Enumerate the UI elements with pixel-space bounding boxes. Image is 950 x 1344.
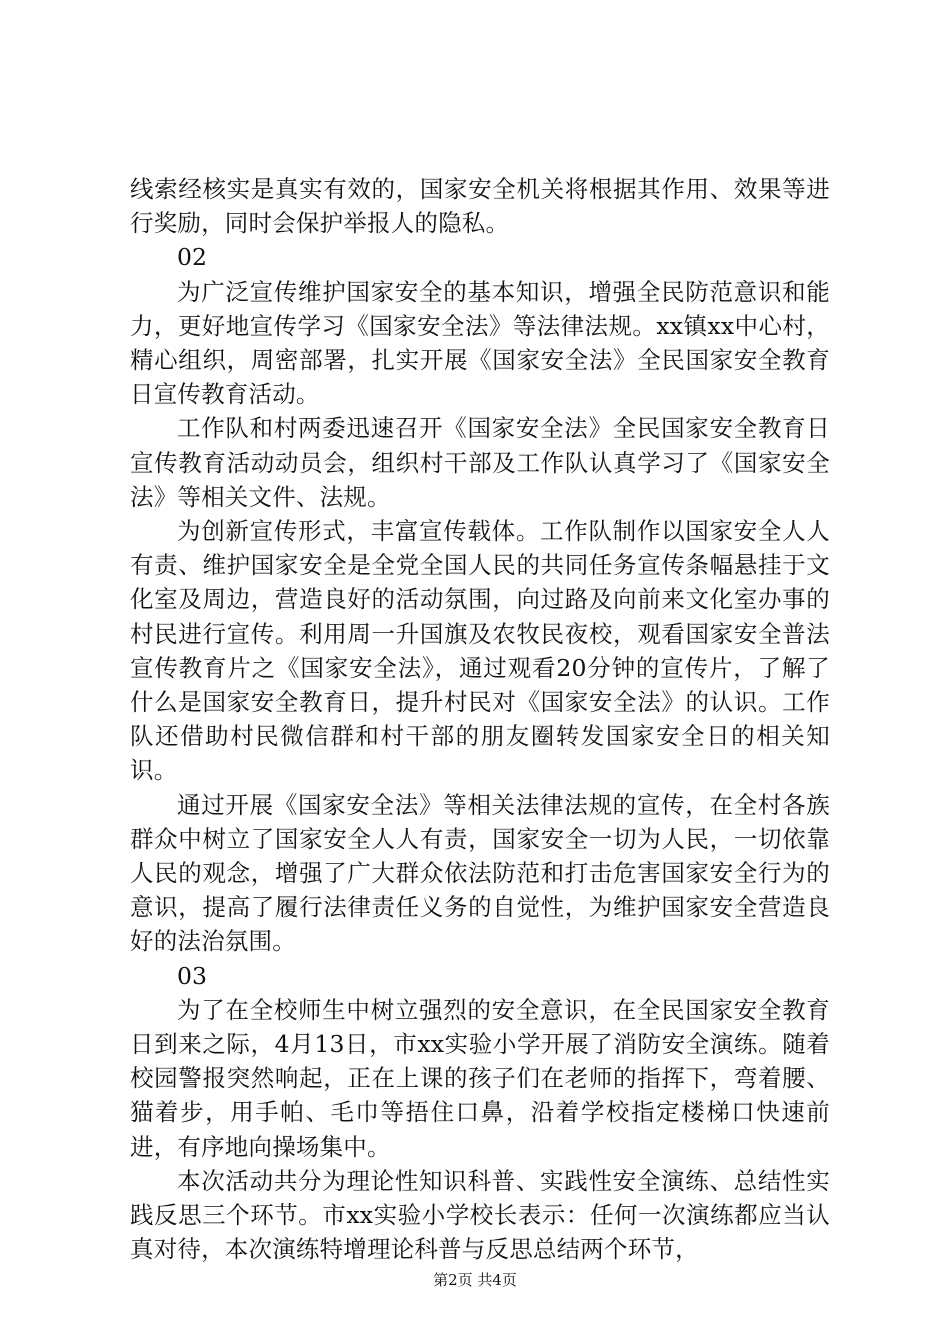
section-number-02: 02 xyxy=(177,243,207,272)
paragraph-publicity-results: 通过开展《国家安全法》等相关法律法规的宣传，在全村各族群众中树立了国家安全人人有责，国家安全一切为人民，一切依靠人民的观念，增强了广大群众依法防范和打击危害国家安全行为的意识，提高了履行法律责任义务的自觉性，为维护国家安全营造良好的法治氛围。 xyxy=(130,790,830,956)
paragraph-fire-drill: 为了在全校师生中树立强烈的安全意识，在全民国家安全教育日到来之际，4月13日，市xx实验小学开展了消防安全演练。随着校园警报突然响起，正在上课的孩子们在老师的指挥下，弯着腰、猫着步，用手帕、毛巾等捂住口鼻，沿着学校指定楼梯口快速前进，有序地向操场集中。 xyxy=(130,995,830,1161)
document-body xyxy=(130,172,830,1267)
paragraph-publicity-intro: 为广泛宣传维护国家安全的基本知识，增强全民防范意识和能力，更好地宣传学习《国家安全法》等法律法规。xx镇xx中心村，精心组织，周密部署，扎实开展《国家安全法》全民国家安全教育日宣传教育活动。 xyxy=(130,277,830,409)
section-number-03: 03 xyxy=(177,961,207,990)
paragraph-drill-stages: 本次活动共分为理论性知识科普、实践性安全演练、总结性实践反思三个环节。市xx实验小学校长表示：任何一次演练都应当认真对待，本次演练特增理论科普与反思总结两个环节， xyxy=(130,1166,830,1264)
paragraph-publicity-forms: 为创新宣传形式，丰富宣传载体。工作队制作以国家安全人人有责、维护国家安全是全党全国人民的共同任务宣传条幅悬挂于文化室及周边，营造良好的活动氛围，向过路及向前来文化室办事的村民进行宣传。利用周一升国旗及农牧民夜校，观看国家安全普法宣传教育片之《国家安全法》，通过观看20分钟的宣传片，了解了什么是国家安全教育日，提升村民对《国家安全法》的认识。工作队还借助村民微信群和村干部的朋友圈转发国家安全日的相关知识。 xyxy=(130,517,830,785)
page-footer: 第2页 共4页 xyxy=(433,1271,517,1289)
paragraph-mobilization-meeting: 工作队和村两委迅速召开《国家安全法》全民国家安全教育日宣传教育活动动员会，组织村干部及工作队认真学习了《国家安全法》等相关文件、法规。 xyxy=(130,414,830,511)
paragraph-continuation: 线索经核实是真实有效的，国家安全机关将根据其作用、效果等进行奖励，同时会保护举报人的隐私。 xyxy=(130,175,830,238)
